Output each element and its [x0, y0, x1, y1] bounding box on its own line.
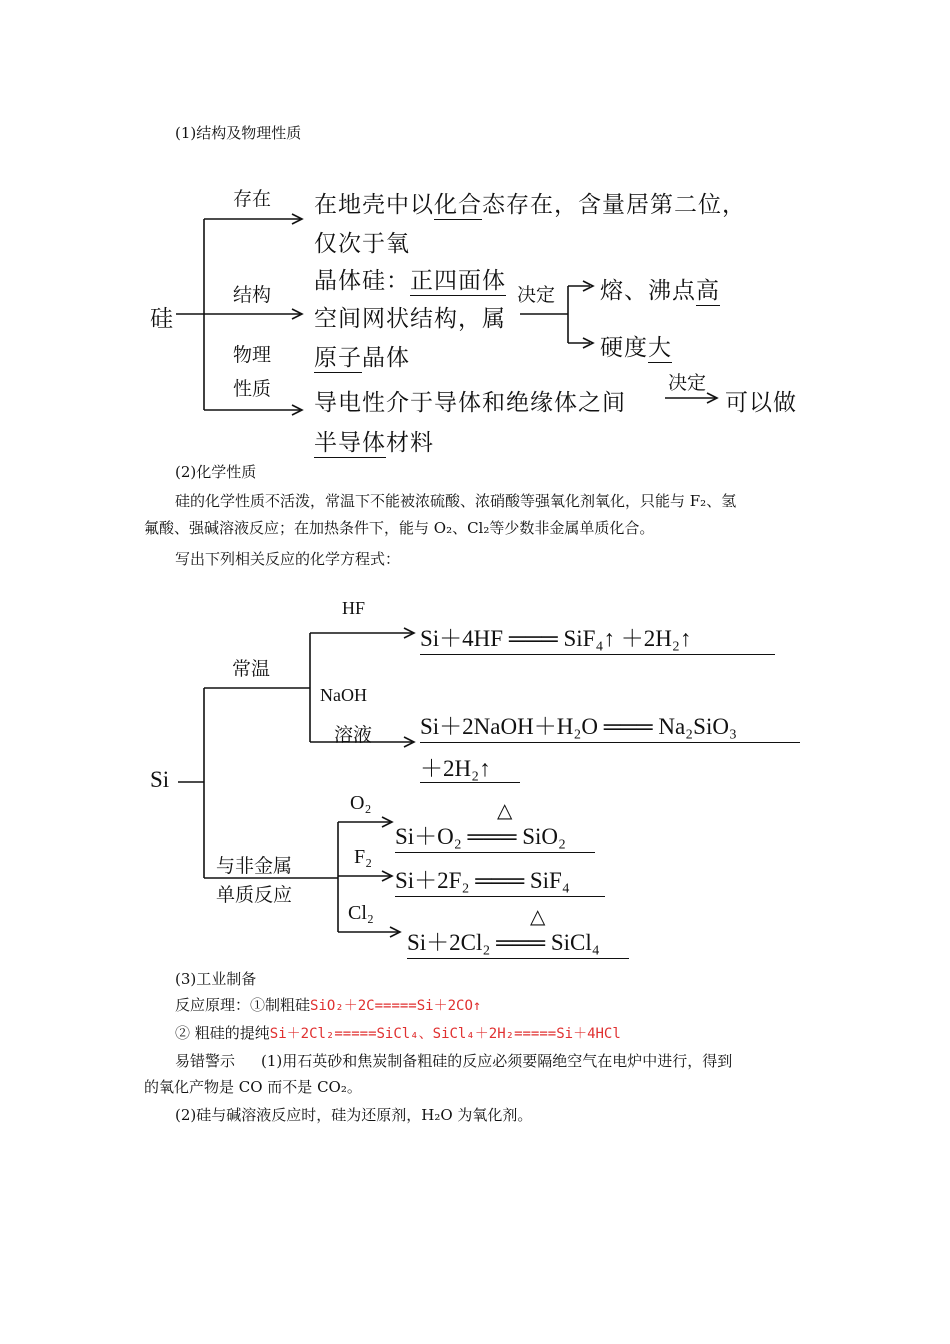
cl2-label: Cl₂ [348, 902, 374, 924]
equation-naoh-line2: ＋2H₂↑ [420, 756, 491, 781]
equation-hf: Si＋4HF ═══ SiF₄↑ ＋2H₂↑ [420, 626, 692, 651]
warning-label: 易错警示 [175, 1052, 236, 1070]
decide-label-2: 决定 [668, 372, 707, 394]
branch-existence: 存在 [233, 188, 272, 210]
equation-o2-underline [395, 852, 595, 853]
heat-symbol-o2: △ [497, 800, 513, 822]
branch-nonmetal-1: 与非金属 [216, 855, 293, 877]
naoh-label-2: 溶液 [334, 724, 373, 746]
equation-f2-underline [395, 896, 605, 897]
branch-structure: 结构 [233, 284, 272, 306]
melt-answer: 高 [696, 278, 720, 304]
hard-pre: 硬度 [600, 335, 648, 361]
purify-label: ② 粗硅的提纯 [175, 1024, 270, 1042]
hard-answer: 大 [648, 335, 672, 361]
can-be-text: 可以做 [725, 390, 797, 416]
purify-line [175, 1020, 621, 1047]
semi-post: 材料 [386, 430, 434, 456]
semi-answer: 半导体 [314, 430, 386, 456]
naoh-label-1: NaOH [320, 685, 367, 705]
atomic-answer: 原子 [314, 345, 362, 371]
branch-nonmetal-2: 单质反应 [216, 884, 293, 906]
equation-cl2-underline [407, 958, 629, 959]
equation-naoh-underline-2 [420, 782, 520, 783]
silicon-root-label: 硅 [150, 306, 174, 332]
branch-physical-2: 性质 [233, 378, 272, 400]
melt-pre: 熔、沸点 [600, 278, 696, 304]
warning-1-line2: 的氧化产物是 CO 而不是 CO₂。 [144, 1078, 362, 1096]
equation-naoh-line1: Si＋2NaOH＋H₂O ═══ Na₂SiO₃ [420, 714, 737, 739]
warning-2: (2)硅与碱溶液反应时，硅为还原剂，H₂O 为氧化剂。 [175, 1106, 533, 1124]
equation-cl2: Si＋2Cl₂ ═══ SiCl₄ [407, 930, 600, 955]
hf-label: HF [342, 598, 366, 618]
chem-para-line1: 硅的化学性质不活泼，常温下不能被浓硫酸、浓硝酸等强氧化剂氧化，只能与 F₂、氢 [175, 492, 737, 510]
equation-naoh-underline-1 [420, 742, 800, 743]
principle-label: 反应原理：①制粗硅 [175, 996, 311, 1014]
equation-hf-underline [420, 654, 775, 655]
existence-line2: 仅次于氧 [314, 231, 410, 257]
equation-o2: Si＋O₂ ═══ SiO₂ [395, 824, 567, 849]
branch-physical-1: 物理 [233, 344, 272, 366]
network-text: 空间网状结构，属 [314, 306, 506, 332]
decide-label-1: 决定 [517, 284, 556, 306]
section3-heading: (3)工业制备 [175, 970, 257, 988]
chem-para-2: 写出下列相关反应的化学方程式： [175, 550, 401, 568]
crystal-pre: 晶体硅： [314, 268, 410, 294]
chem-para-line2: 氟酸、强碱溶液反应；在加热条件下，能与 O₂、Cl₂等少数非金属单质化合。 [144, 519, 655, 537]
existence-answer: 化合 [434, 192, 482, 218]
section1-heading: (1)结构及物理性质 [175, 124, 302, 142]
o2-label: O₂ [350, 792, 372, 814]
principle-equation: SiO₂＋2C=====Si＋2CO↑ [310, 998, 482, 1014]
warning-line1 [175, 1048, 732, 1074]
principle-line [175, 992, 481, 1019]
section2-heading: (2)化学性质 [175, 463, 257, 481]
equation-f2: Si＋2F₂ ═══ SiF₄ [395, 868, 570, 893]
warning-1-line1: (1)用石英砂和焦炭制备粗硅的反应必须要隔绝空气在电炉中进行，得到 [261, 1052, 733, 1070]
conduct-text: 导电性介于导体和绝缘体之间 [314, 390, 626, 416]
si-root-label: Si [150, 767, 170, 792]
existence-pre: 在地壳中以 [314, 192, 434, 218]
branch-room-temp: 常温 [232, 658, 271, 680]
heat-symbol-cl2: △ [530, 906, 546, 928]
existence-post: 态存在，含量居第二位， [482, 192, 746, 218]
crystal-answer: 正四面体 [410, 268, 506, 294]
atomic-post: 晶体 [362, 345, 410, 371]
f2-label: F₂ [354, 846, 373, 868]
purify-equation: Si＋2Cl₂=====SiCl₄、SiCl₄＋2H₂=====Si＋4HCl [269, 1026, 621, 1042]
